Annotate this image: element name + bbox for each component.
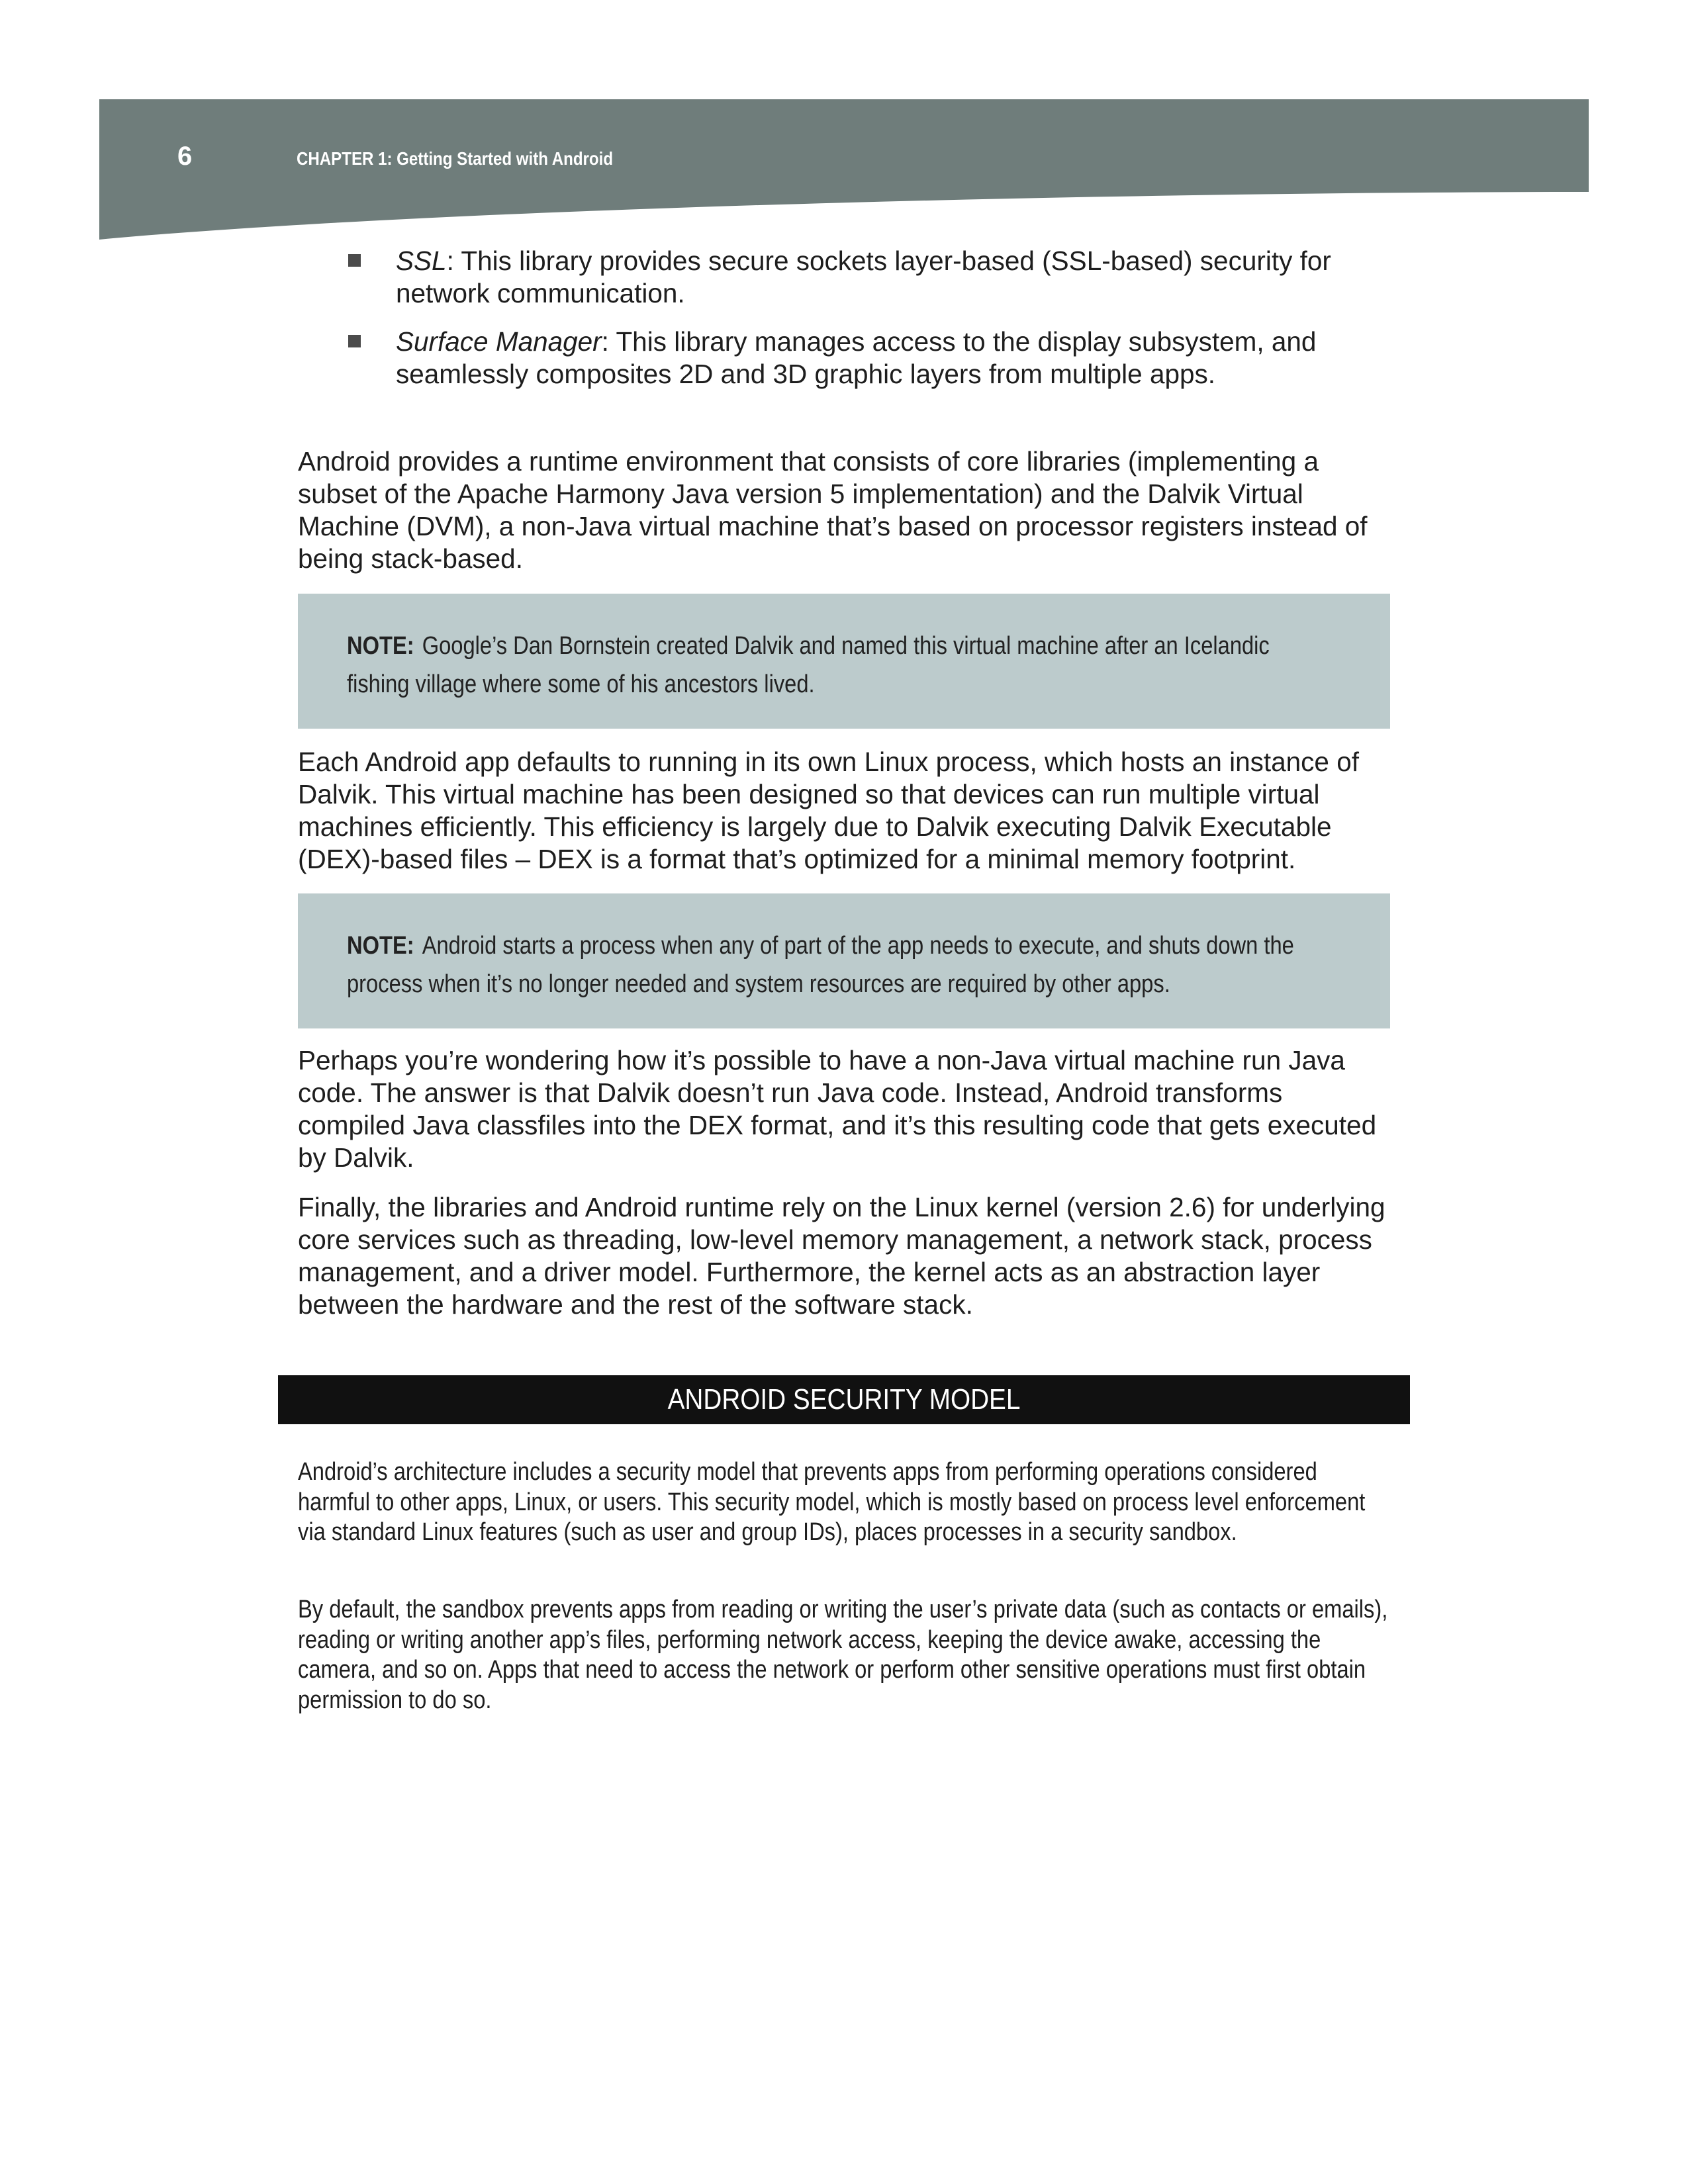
sidebar-paragraph: Android’s architecture includes a security model that prevents apps from performing operations considered harmful to other apps, Linux, or users. This security model, which is mostly based on process level enforcement via standard Linux features (such as user and group IDs), places processes in a security sandbox. xyxy=(298,1458,1366,1546)
body-paragraph: Android provides a runtime environment that consists of core libraries (implementing a subset of the Apache Harmony Java version 5 implementation) and the Dalvik Virtual Machine (DVM), a non-Java virtual machine that’s based on processor registers instead of being stack-based. xyxy=(298,446,1368,574)
note-label: NOTE: xyxy=(347,632,414,660)
chapter-title: CHAPTER 1: Getting Started with Android xyxy=(297,148,614,169)
bullet-text: : This library manages access to the display subsystem, and seamlessly composites 2D and 3D graphic layers from multiple apps. xyxy=(396,326,1317,389)
note-body: Android starts a process when any of part of the app needs to execute, and shuts down the process when it’s no longer needed and system resources are required by other apps. xyxy=(347,932,1294,998)
sidebar-paragraph: By default, the sandbox prevents apps from reading or writing the user’s private data (such as contacts or emails), reading or writing another app’s files, performing network access, keeping the device awake, accessing the camera, and so on. Apps that need to access the network or perform other sensitive operations must first obtain permission to do so. xyxy=(298,1596,1388,1714)
bullet-item-surface-manager xyxy=(344,326,1430,390)
note-body: Google’s Dan Bornstein created Dalvik and named this virtual machine after an Icelandic fishing village where some of his ancestors lived. xyxy=(347,632,1270,698)
sidebar-heading: ANDROID SECURITY MODEL xyxy=(667,1383,1021,1416)
body-paragraph: Finally, the libraries and Android runtime rely on the Linux kernel (version 2.6) for underlying core services such as threading, low-level memory management, a network stack, process management, and a driver model. Furthermore, the kernel acts as an abstraction layer between the hardware and the rest of the software stack. xyxy=(298,1192,1385,1320)
bullet-square-icon xyxy=(348,335,361,347)
sidebar-heading-bar xyxy=(278,1375,1410,1424)
bullet-term: SSL xyxy=(396,246,447,276)
page-header xyxy=(0,0,1688,251)
note-text xyxy=(347,927,1315,1003)
note-box xyxy=(298,893,1390,1028)
note-box xyxy=(298,594,1390,729)
note-text xyxy=(347,627,1315,704)
page-number: 6 xyxy=(177,142,193,171)
bullet-item-ssl xyxy=(344,245,1430,310)
bullet-square-icon xyxy=(348,254,361,267)
body-paragraph: Each Android app defaults to running in its own Linux process, which hosts an instance of Dalvik. This virtual machine has been designed so that devices can run multiple virtual machines efficiently. This efficiency is largely due to Dalvik executing Dalvik Executable (DEX)-based files – DEX is a format that’s optimized for a minimal memory footprint. xyxy=(298,747,1359,874)
note-label: NOTE: xyxy=(347,932,414,960)
bullet-text: : This library provides secure sockets layer-based (SSL-based) security for network communication. xyxy=(396,246,1331,308)
bullet-term: Surface Manager xyxy=(396,326,602,357)
header-band xyxy=(0,0,1688,251)
library-bullet-list xyxy=(344,245,1430,406)
body-paragraph: Perhaps you’re wondering how it’s possible to have a non-Java virtual machine run Java code. The answer is that Dalvik doesn’t run Java code. Instead, Android transforms compiled Java classfiles into the DEX format, and it’s this resulting code that gets executed by Dalvik. xyxy=(298,1045,1377,1173)
